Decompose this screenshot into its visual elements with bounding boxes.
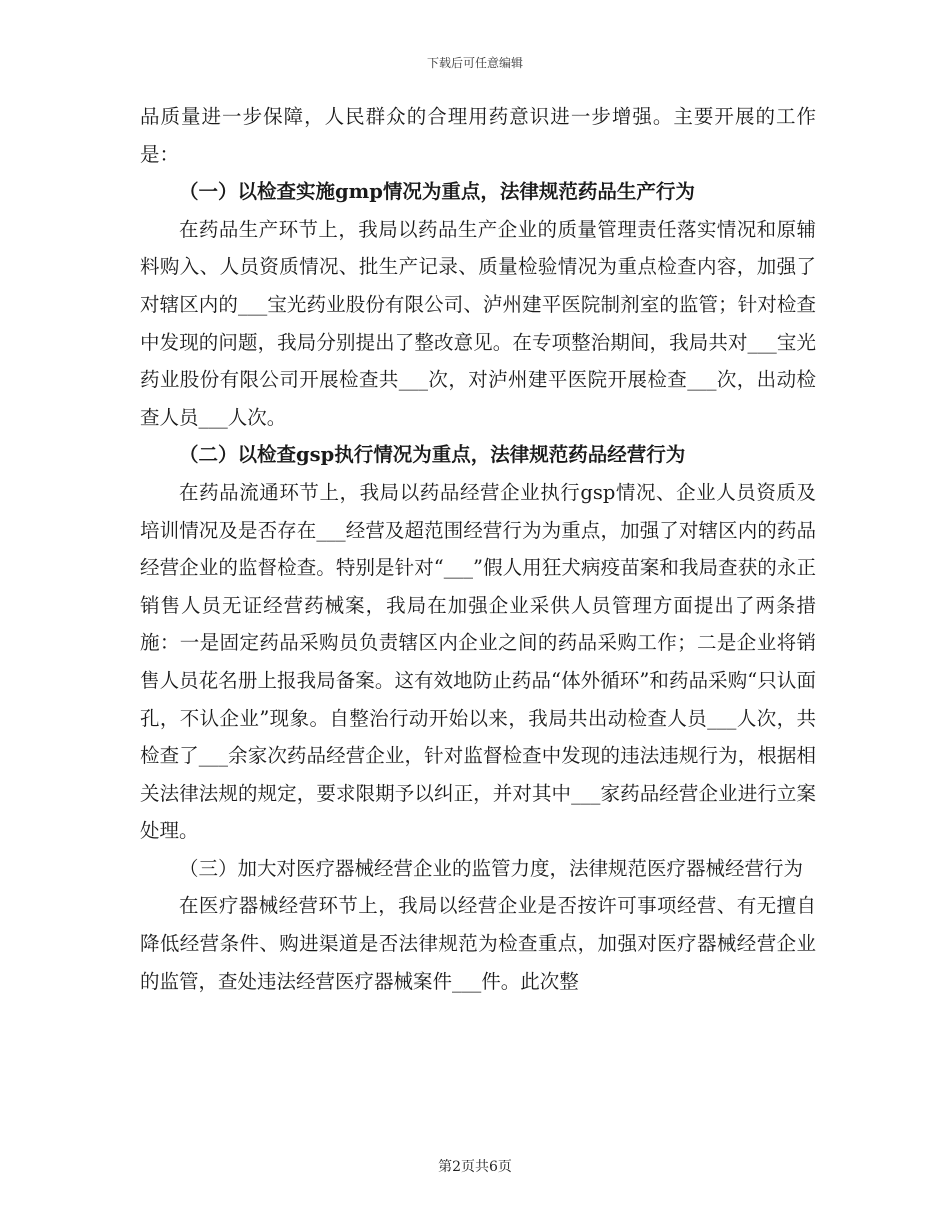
section-heading-1: （一）以检查实施gmp情况为重点，法律规范药品生产行为 [179,180,695,204]
paragraph: 在药品生产环节上，我局以药品生产企业的质量管理责任落实情况和原辅料购入、人员资质情况、批生产记录、质量检验情况为重点检查内容，加强了对辖区内的___宝光药业股份有限公司、泸州建平医院制剂室的监管；针对检查中发现的问题，我局分别提出了整改意见。在专项整治期间，我局共对___宝光药业股份有限公司开展检查共___次，对泸州建平医院开展检查___次，出动检查人员___人次。 [140,217,816,429]
section-heading-2: （二）以检查gsp执行情况为重点，法律规范药品经营行为 [179,443,686,467]
paragraph: 在药品流通环节上，我局以药品经营企业执行gsp情况、企业人员资质及培训情况及是否存在___经营及超范围经营行为为重点，加强了对辖区内的药品经营企业的监督检查。特别是针对“___”假人用狂犬病疫苗案和我局查获的永正销售人员无证经营药械案，我局在加强企业采供人员管理方面提出了两条措施：一是固定药品采购员负责辖区内企业之间的药品采购工作；二是企业将销售人员花名册上报我局备案。这有效地防止药品“体外循环”和药品采购“只认面孔，不认企业”现象。自整治行动开始以来，我局共出动检查人员___人次，共检查了___余家次药品经营企业，针对监督检查中发现的违法违规行为，根据相关法律法规的规定，要求限期予以纠正，并对其中___家药品经营企业进行立案处理。 [140,480,816,843]
paragraph-continued: 品质量进一步保障，人民群众的合理用药意识进一步增强。主要开展的工作是： [140,105,816,166]
section-heading-3: （三）加大对医疗器械经营企业的监管力度，法律规范医疗器械经营行为 [179,856,804,880]
page-header: 下载后可任意编辑 [426,56,523,70]
document-body [140,98,816,1000]
page-number: 第2页共6页 [438,1159,512,1175]
paragraph: 在医疗器械经营环节上，我局以经营企业是否按许可事项经营、有无擅自降低经营条件、购进渠道是否法律规范为检查重点，加强对医疗器械经营企业的监管，查处违法经营医疗器械案件___件。此次整 [140,894,816,993]
